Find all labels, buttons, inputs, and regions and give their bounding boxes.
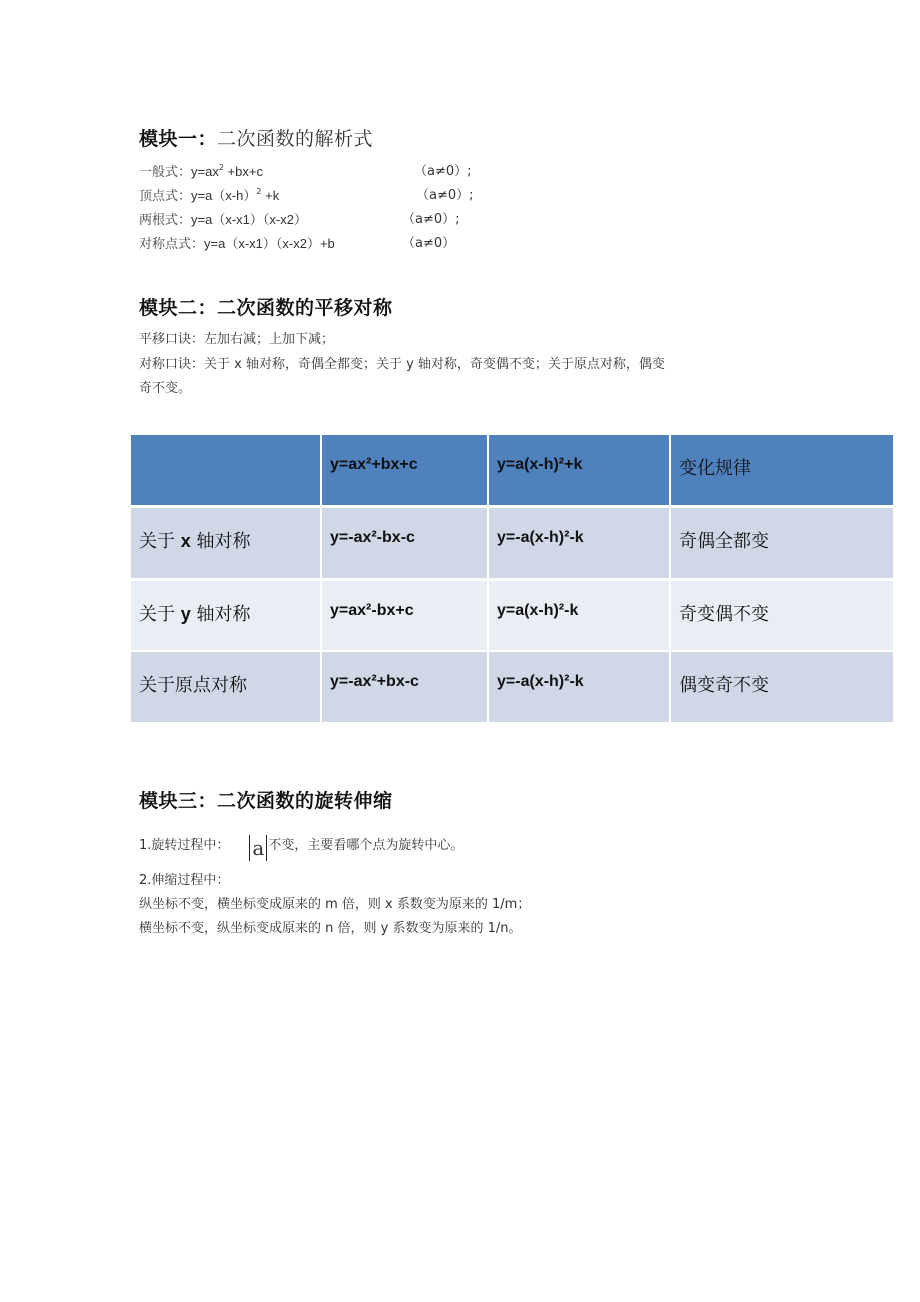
absolute-value-a: a [249,835,267,861]
header-cell-rule: 变化规律 [671,435,893,505]
cell-vertex: y=a(x-h)²-k [489,581,669,650]
scaling-line2: 横坐标不变，纵坐标变成原来的 n 倍，则 y 系数变为原来的 1/n。 [139,921,522,936]
cell-general: y=ax²-bx+c [322,581,487,650]
table-row [131,581,893,650]
form-general: 一般式：$y=ax^2 +bx+c$ [139,163,263,180]
header-cell-vertex-form: y=a(x-h)²+k [489,435,669,505]
header-cell-empty [131,435,320,505]
row-label-x-axis: 关于 x 轴对称 [131,508,320,578]
scaling-line1: 纵坐标不变，横坐标变成原来的 m 倍，则 x 系数变为原来的 1/m； [139,897,531,912]
module3-heading: 模块三：二次函数的旋转伸缩 [139,790,393,812]
symmetry-table [131,435,893,722]
translation-rule: 平移口诀：左加右减；上加下减； [139,332,335,347]
module1-title-bold: 模块一： [139,128,218,150]
table-row [131,508,893,578]
module1-heading [139,124,373,151]
table-row [131,652,893,722]
row-label-y-axis: 关于 y 轴对称 [131,581,320,650]
cell-general: y=-ax²-bx-c [322,508,487,578]
symmetry-rule-line2: 奇不变。 [139,381,192,396]
rotation-label: 1.旋转过程中： [139,838,230,853]
form-vertex: 顶点式：$y=a(x-h)^2 +k$ [139,187,280,204]
rotation-text: 不变，主要看哪个点为旋转中心。 [268,838,464,853]
scaling-label: 2.伸缩过程中： [139,873,230,888]
form-symmetric-points: 对称点式：y=a（x-x1）（x-x2）+b [139,236,335,252]
symmetry-rule-line1: 对称口诀：关于 x 轴对称，奇偶全都变；关于 y 轴对称，奇变偶不变；关于原点对称，偶变 [139,357,665,372]
rotation-line [139,835,463,861]
form-two-roots: 两根式：y=a（x-x1）（x-x2） [139,212,307,228]
form-symmetric-points-condition: （a≠0） [402,236,456,251]
header-cell-general-form: y=ax²+bx+c [322,435,487,505]
form-vertex-condition: （a≠0）; [416,188,474,203]
cell-rule: 偶变奇不变 [671,652,893,722]
cell-rule: 奇变偶不变 [671,581,893,650]
cell-rule: 奇偶全都变 [671,508,893,578]
form-two-roots-condition: （a≠0）; [402,212,460,227]
module2-heading: 模块二：二次函数的平移对称 [139,297,393,319]
cell-vertex: y=-a(x-h)²-k [489,508,669,578]
row-label-origin: 关于原点对称 [131,652,320,722]
cell-general: y=-ax²+bx-c [322,652,487,722]
cell-vertex: y=-a(x-h)²-k [489,652,669,722]
table-header-row [131,435,893,505]
form-general-condition: （a≠0）; [414,164,472,179]
module1-title-rest: 二次函数的解析式 [217,128,374,150]
